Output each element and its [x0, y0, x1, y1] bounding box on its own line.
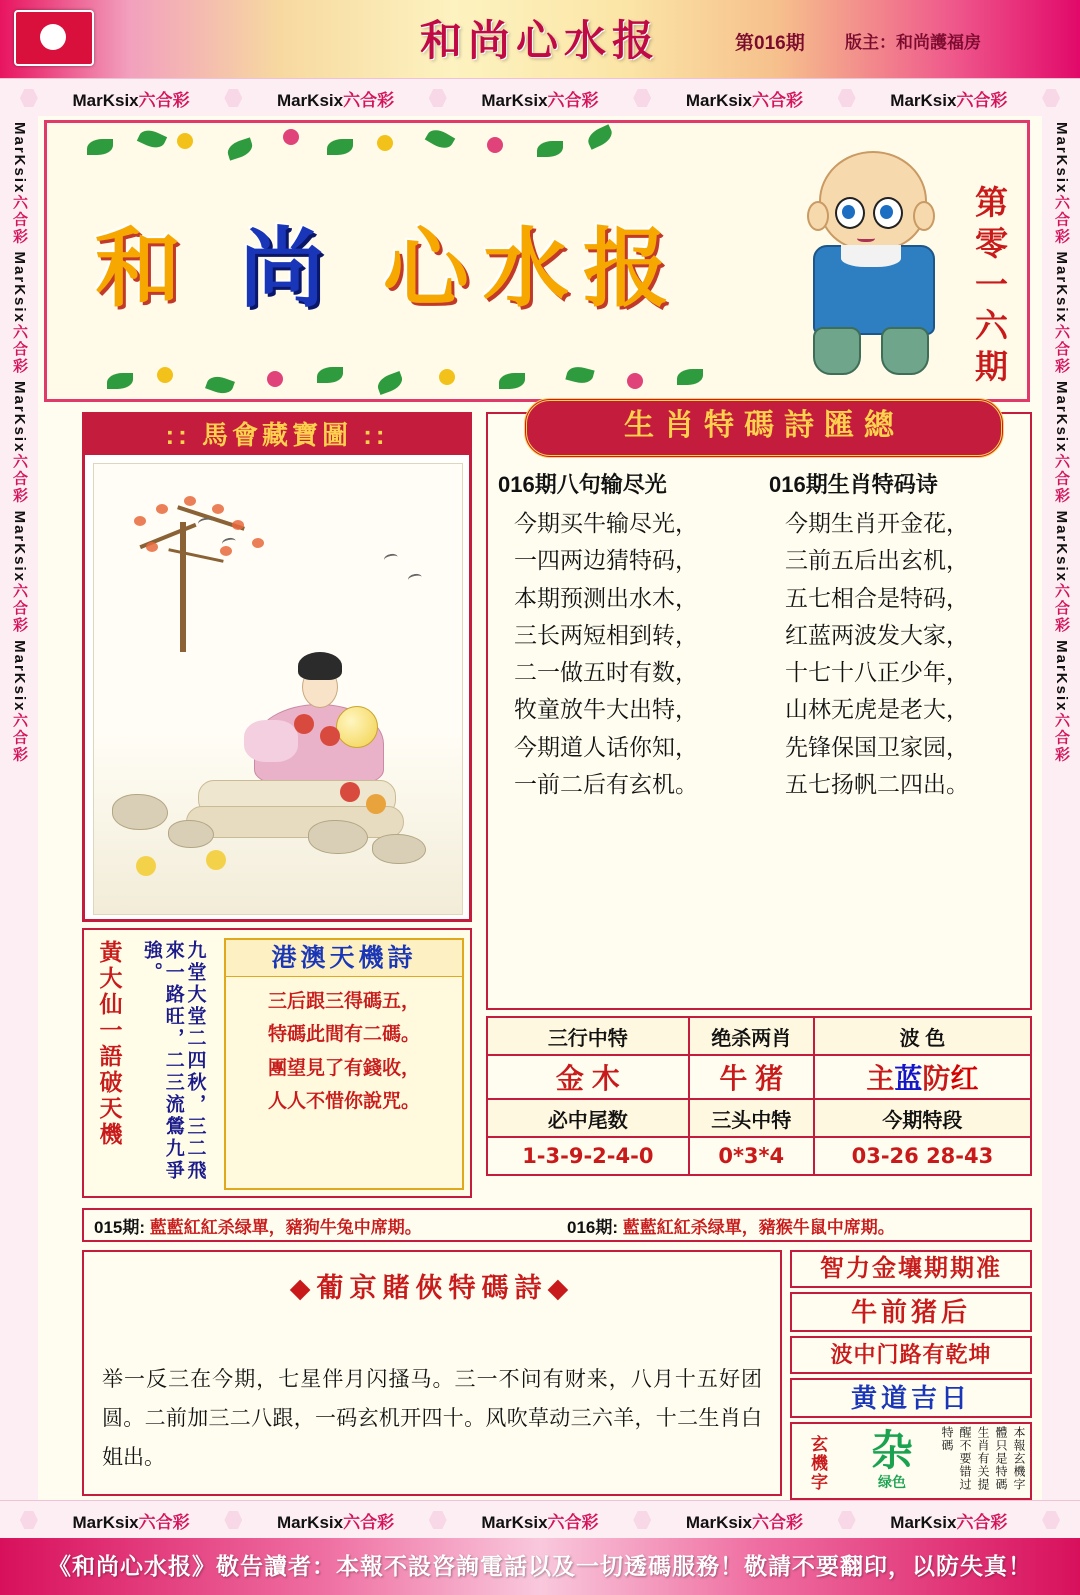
- masthead-title-3: 心水报: [382, 219, 683, 319]
- monk-mascot-icon: [785, 151, 955, 381]
- tianji-poem-panel: [82, 928, 472, 1198]
- poem-line: 今期道人话你知，: [514, 733, 698, 760]
- poem-line: 山林无虎是老大，: [785, 696, 969, 723]
- table-cell-tail-numbers: 1-3-9-2-4-0: [487, 1137, 689, 1175]
- tianji-vertical-text: 九堂大堂二四秋，三二飛來一路旺，二三流鶯九爭強。: [140, 940, 206, 1182]
- treasure-map-panel: [82, 412, 472, 922]
- poem-line: 三后跟三得碼五，: [267, 991, 420, 1012]
- hexagon-icon: [633, 89, 651, 107]
- poem-line: 五七扬帆二四出。: [785, 770, 969, 797]
- marksix-label: MarKsix六合彩: [72, 90, 190, 110]
- hexagon-icon: [429, 89, 447, 107]
- poem-column-title: 016期八句输尽光: [498, 472, 667, 497]
- poem-line: 二一做五时有数，: [514, 659, 698, 685]
- table-header-cell: 绝杀两肖: [689, 1017, 814, 1055]
- poem-column-left: [488, 464, 759, 803]
- result-015-value: 藍藍紅紅杀绿單，豬狗牛兔中席期。: [149, 1217, 422, 1237]
- pujing-poem-header: ◆葡京賭俠特碼詩◆: [289, 1273, 575, 1303]
- poem-line: 人人不惜你說咒。: [267, 1090, 420, 1112]
- table-cell-special-range: 03-26 28-43: [814, 1137, 1031, 1175]
- table-row: [487, 1055, 1031, 1099]
- hexagon-icon: [20, 89, 38, 107]
- marksix-label: MarKsix六合彩: [481, 90, 599, 110]
- gangao-poem-title: 港澳天機詩: [226, 940, 462, 977]
- table-row: [487, 1099, 1031, 1137]
- marksix-label: MarKsix六合彩: [276, 1512, 395, 1532]
- masthead: [44, 120, 1030, 402]
- result-016-value: 藍藍紅紅杀绿單，豬猴牛鼠中席期。: [622, 1217, 895, 1237]
- result-015: [84, 1213, 557, 1238]
- hexagon-icon: [429, 1511, 447, 1529]
- poem-column-title: 016期生肖特码诗: [769, 472, 938, 497]
- lady-with-lantern-illustration: [93, 463, 463, 915]
- marksix-label: MarKsix六合彩: [890, 1512, 1008, 1532]
- treasure-map-header: :: 馬會藏寶圖 ::: [85, 415, 469, 455]
- hexagon-icon: [1042, 89, 1060, 107]
- table-cell-wave-color: [814, 1055, 1031, 1099]
- poem-column-right: [759, 464, 1030, 803]
- mystic-word-char: 杂: [870, 1427, 913, 1474]
- mystic-word-label: 玄機字: [808, 1434, 827, 1492]
- masthead-title-2: 尚: [238, 219, 339, 319]
- mystic-word-panel: [790, 1422, 1032, 1500]
- hexagon-icon: [633, 1511, 651, 1529]
- tips-column: [790, 1250, 1032, 1496]
- zodiac-poem-header: 生肖特碼詩匯總: [524, 398, 1004, 458]
- wave-red: 红: [950, 1063, 979, 1094]
- result-016-key: 016期:: [567, 1217, 619, 1237]
- mystic-word-note: 本報玄機字體只是特碼生肖有关提醒不要错过特碼: [940, 1426, 1026, 1491]
- table-header-cell: 三行中特: [487, 1017, 689, 1055]
- poem-line: 十七十八正少年，: [785, 659, 969, 685]
- poem-line: 一前二后有玄机。: [514, 770, 698, 797]
- footer-notice: 《和尚心水报》敬告讀者：本報不設咨詢電話以及一切透碼服務！敬請不要翻印，以防失真！: [0, 1538, 1080, 1595]
- tip-cell-2: 牛前猪后: [790, 1292, 1032, 1332]
- marksix-vertical-label: MarKsix六合彩 MarKsix六合彩 MarKsix六合彩 MarKsix六合彩 MarKsix六合彩: [11, 122, 28, 764]
- huang-daxian-vertical-text: 黃大仙一語破天機: [96, 940, 123, 1148]
- content-area: [38, 116, 1042, 1500]
- poem-line: 三长两短相到转，: [514, 621, 698, 648]
- result-016: [557, 1213, 1030, 1238]
- gangao-poem-box: [224, 938, 464, 1190]
- poem-line: 红蓝两波发大家，: [785, 621, 969, 648]
- hexagon-icon: [224, 1511, 242, 1529]
- marksix-strip-top: [0, 78, 1080, 118]
- table-cell-kill-zodiac: 牛 猪: [689, 1055, 814, 1099]
- table-cell-head-numbers: 0*3*4: [689, 1137, 814, 1175]
- wave-prefix: 主: [866, 1063, 895, 1094]
- hexagon-icon: [20, 1511, 38, 1529]
- poem-line: 三前五后出玄机，: [785, 547, 969, 574]
- poem-line: 牧童放牛大出特，: [514, 696, 698, 723]
- pujing-poem-panel: [82, 1250, 782, 1496]
- table-header-cell: 必中尾数: [487, 1099, 689, 1137]
- poem-line: 特碼此間有二碼。: [267, 1024, 420, 1046]
- marksix-strip-bottom: [0, 1500, 1080, 1540]
- side-rail-right: [1042, 116, 1080, 1500]
- gangao-poem-lines: [226, 977, 462, 1118]
- pujing-poem-body: 举一反三在今期，七星伴月闪搔马。三一不问有财来，八月十五好团圆。二前加三二八跟，一码玄机开四十。风吹草动三六羊，十二生肖白姐出。: [102, 1368, 762, 1469]
- tip-cell-4: 黄道吉日: [790, 1378, 1032, 1418]
- table-row: [487, 1137, 1031, 1175]
- wave-mid: 防: [922, 1063, 951, 1094]
- marksix-label: MarKsix六合彩: [72, 1512, 190, 1532]
- result-015-key: 015期:: [94, 1217, 146, 1237]
- tip-cell-1: 智力金壤期期准: [790, 1250, 1032, 1288]
- table-header-cell: 波 色: [814, 1017, 1031, 1055]
- masthead-title-1: 和: [95, 219, 195, 319]
- poem-line: 一四两边猜特码，: [514, 547, 698, 574]
- hexagon-icon: [224, 89, 242, 107]
- poem-line: 先锋保国卫家园，: [785, 733, 969, 760]
- mystic-word: [830, 1424, 954, 1498]
- prediction-table: [486, 1016, 1032, 1176]
- table-cell-three-elements: 金 木: [487, 1055, 689, 1099]
- hexagon-icon: [838, 89, 856, 107]
- poem-line: 本期预测出水木，: [514, 584, 698, 611]
- wave-blue: 蓝: [894, 1063, 923, 1094]
- hexagon-icon: [838, 1511, 856, 1529]
- mystic-word-color: 绿色: [878, 1474, 906, 1490]
- tip-cell-3: 波中门路有乾坤: [790, 1336, 1032, 1374]
- table-header-cell: 三头中特: [689, 1099, 814, 1137]
- zodiac-poem-panel: [486, 409, 1032, 1010]
- marksix-vertical-label: MarKsix六合彩 MarKsix六合彩 MarKsix六合彩 MarKsix六合彩 MarKsix六合彩: [1053, 122, 1070, 764]
- table-row: [487, 1017, 1031, 1055]
- marksix-label: MarKsix六合彩: [685, 1512, 803, 1532]
- poem-line: 今期生肖开金花，: [785, 510, 969, 536]
- previous-results-strip: [82, 1208, 1032, 1242]
- marksix-label: MarKsix六合彩: [481, 1512, 599, 1532]
- masthead-title: [95, 199, 795, 319]
- poem-line: 今期买牛输尽光，: [514, 510, 698, 536]
- poem-line: 五七相合是特码，: [785, 584, 969, 611]
- masthead-issue: 第零一六期: [971, 185, 1008, 390]
- marksix-label: MarKsix六合彩: [890, 90, 1008, 110]
- issue-number: 第016期: [735, 33, 805, 54]
- poem-line: 團望見了有錢收，: [267, 1057, 420, 1079]
- marksix-label: MarKsix六合彩: [685, 90, 803, 110]
- hexagon-icon: [1042, 1511, 1060, 1529]
- top-header-bar: [0, 0, 1080, 78]
- side-rail-left: [0, 116, 38, 1500]
- marksix-label: MarKsix六合彩: [276, 90, 395, 110]
- page-title: 和尚心水报: [419, 16, 660, 65]
- owner-label: 版主：和尚護福房: [845, 33, 981, 52]
- table-header-cell: 今期特段: [814, 1099, 1031, 1137]
